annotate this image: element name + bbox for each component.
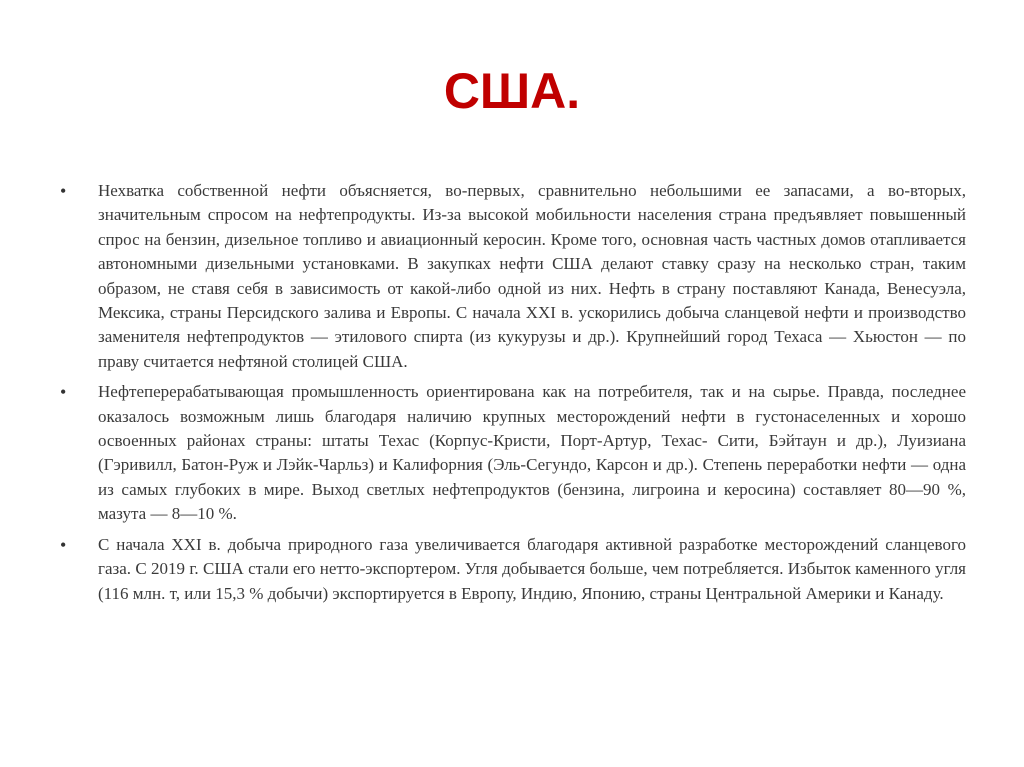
bullet-icon: •: [60, 382, 67, 403]
paragraph-text: С начала XXI в. добыча природного газа увеличивается благодаря активной разработке месторождений сланцевого газа. С 2019 г. США стали его нетто-экспортером. Угля добывается больше, чем потребляется. Избыток каменного угля (116 млн. т, или 15,3 % добычи) экспортируется в Европу, Индию, Японию, страны Центральной Америки и Канаду.: [98, 534, 966, 603]
bullet-icon: •: [60, 181, 67, 201]
paragraph-text: Нехватка собственной нефти объясняется, во-первых, сравнительно небольшими ее запасами, а во-вторых, значительным спросом на нефтепродукты. Из-за высокой мобильности населения страна предъявляет повышенный спрос на бензин, дизельное топливо и авиационный керосин. Кроме того, основная часть частных домов отапливается автономными дизельными установками. В закупках нефти США делают ставку сразу на несколько стран, таким образом, не ставя себя в зависимость от какой-либо одной из них. Нефть в страну поставляют Канада, Венесуэла, Мексика, страны Персидского залива и Европы. С начала XXI в. ускорились добыча сланцевой нефти и производство заменителя нефтепродуктов — этилового спирта (из кукурузы и др.). Крупнейший город Техаса — Хьюстон — по праву считается нефтяной столицей США.: [98, 181, 966, 371]
slide-title: США.: [443, 63, 581, 119]
bullet-icon: •: [60, 534, 67, 555]
bullet-list: [60, 179, 966, 612]
list-item: [60, 533, 966, 606]
list-item: [60, 179, 966, 374]
paragraph-text: Нефтеперерабатывающая промышленность ориентирована как на потребителя, так и на сырье. Правда, последнее оказалось возможным лишь благодаря наличию крупных месторождений нефти в густонаселенных и хорошо освоенных районах страны: штаты Техас (Корпус-Кристи, Порт-Артур, Техас- Сити, Бэйтаун и др.), Луизиана (Гэривилл, Батон-Руж и Лэйк-Чарльз) и Калифорния (Эль-Сегундо, Карсон и др.). Степень переработки нефти — одна из самых глубоких в мире. Выход светлых нефтепродуктов (бензина, лигроина и керосина) составляет 80—90 %, мазута — 8—10 %.: [98, 382, 966, 524]
list-item: [60, 380, 966, 526]
